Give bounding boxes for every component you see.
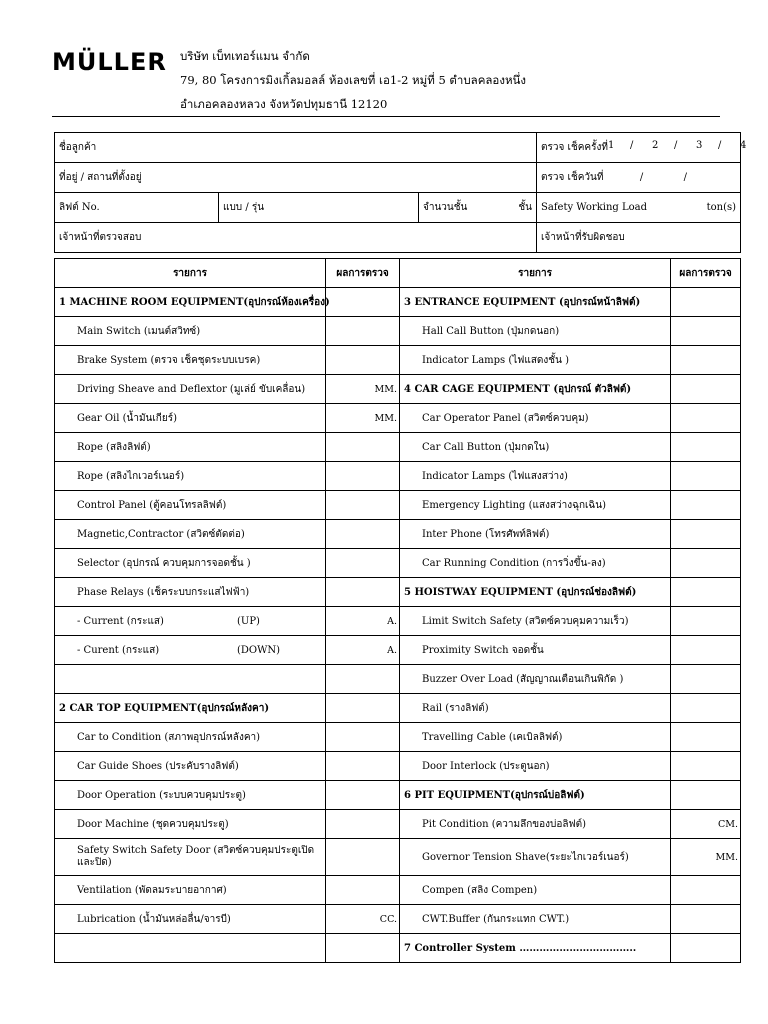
check-count-separator: / <box>717 140 722 151</box>
result-cell[interactable] <box>326 723 400 752</box>
result-cell[interactable] <box>671 491 741 520</box>
result-cell[interactable]: MM. <box>326 375 400 404</box>
checklist-item <box>400 839 671 876</box>
checklist-item <box>55 520 326 549</box>
table-row <box>55 665 741 694</box>
checklist-item <box>55 876 326 905</box>
result-cell[interactable]: CC. <box>326 905 400 934</box>
date-slash: / <box>639 172 644 183</box>
result-cell[interactable] <box>671 433 741 462</box>
checklist-item <box>400 636 671 665</box>
result-cell[interactable] <box>671 549 741 578</box>
table-row <box>55 934 741 963</box>
item-label: - Current (กระแส) <box>77 615 164 627</box>
result-cell[interactable] <box>326 549 400 578</box>
result-cell[interactable] <box>326 876 400 905</box>
checklist-item <box>55 549 326 578</box>
company-address-line2: อำเภอคลองหลวง จังหวัดปทุมธานี 12120 <box>180 97 388 111</box>
check-date-label: ตรวจ เช็ควันที่ <box>541 172 604 183</box>
item-label: Rope (สลิงลิฟต์) <box>77 441 151 453</box>
table-row <box>55 723 741 752</box>
lift-no-field[interactable]: ลิฟต์ No. <box>55 193 219 223</box>
checklist-item <box>400 665 671 694</box>
section-heading <box>400 934 671 963</box>
item-label: Rail (รางลิฟต์) <box>422 702 489 714</box>
table-row <box>55 636 741 665</box>
item-label: Door Operation (ระบบควบคุมประตู) <box>77 789 246 801</box>
model-field[interactable]: แบบ / รุ่น <box>219 193 419 223</box>
result-cell[interactable] <box>326 346 400 375</box>
checklist-item <box>400 607 671 636</box>
result-cell[interactable] <box>326 781 400 810</box>
date-slash: / <box>683 172 687 183</box>
table-row <box>55 462 741 491</box>
result-cell[interactable] <box>671 694 741 723</box>
item-label: Phase Relays (เช็คระบบกระแสไฟฟ้า) <box>77 586 250 598</box>
item-label: - Curent (กระแส) <box>77 644 160 656</box>
result-cell[interactable] <box>671 905 741 934</box>
checklist-item <box>55 607 326 636</box>
table-row <box>55 520 741 549</box>
checklist-item <box>55 433 326 462</box>
result-cell[interactable] <box>671 346 741 375</box>
item-label: Control Panel (ตู้คอนโทรลลิฟต์) <box>77 499 227 511</box>
checklist-item <box>400 752 671 781</box>
item-label: Brake System (ตรวจ เช็คชุดระบบเบรค) <box>77 354 261 366</box>
checklist-item <box>55 578 326 607</box>
item-label: Safety Switch Safety Door (สวิตซ์ควบคุมประตูเปิดและปิด) <box>77 845 315 868</box>
table-row <box>55 694 741 723</box>
swl-field[interactable] <box>537 193 741 223</box>
result-cell[interactable]: A. <box>326 607 400 636</box>
item-label: Main Switch (เมนต์สวิทซ์) <box>77 325 201 337</box>
table-row <box>55 752 741 781</box>
blank-cell <box>55 665 326 694</box>
result-cell[interactable]: CM. <box>671 810 741 839</box>
table-row <box>55 905 741 934</box>
checklist-item <box>55 462 326 491</box>
inspector-field[interactable]: เจ้าหน้าที่ตรวจสอบ <box>55 223 537 253</box>
item-label: Compen (สลิง Compen) <box>422 884 538 896</box>
item-label: Rope (สลิงไกเวอร์เนอร์) <box>77 470 185 482</box>
info-table <box>54 132 747 253</box>
direction-label: (UP) <box>237 615 260 627</box>
check-count-field[interactable] <box>537 133 747 163</box>
checklist-item <box>55 810 326 839</box>
table-row <box>55 404 741 433</box>
items-header-left: รายการ <box>55 259 326 288</box>
checklist-item <box>55 404 326 433</box>
table-row <box>55 317 741 346</box>
result-cell[interactable] <box>671 520 741 549</box>
result-cell[interactable] <box>671 781 741 810</box>
table-row <box>55 578 741 607</box>
result-cell[interactable] <box>326 491 400 520</box>
table-row <box>55 288 741 317</box>
result-cell[interactable] <box>671 317 741 346</box>
check-count-options <box>608 140 762 155</box>
company-address-line1: 79, 80 โครงการมิงเกิ้ลมอลล์ ห้องเลขที่ เอ1-2 หมู่ที่ 5 ตำบลคลองหนึ่ง <box>180 73 527 87</box>
result-cell[interactable] <box>326 752 400 781</box>
result-cell[interactable] <box>326 810 400 839</box>
item-label: 5 HOISTWAY EQUIPMENT (อุปกรณ์ช่องลิฟต์) <box>404 586 637 598</box>
checklist-item <box>400 694 671 723</box>
header-divider <box>52 116 720 117</box>
item-label: Limit Switch Safety (สวิตซ์ควบคุมความเร็ว) <box>422 615 629 627</box>
result-cell[interactable] <box>671 636 741 665</box>
checklist-item <box>55 375 326 404</box>
result-cell[interactable] <box>326 578 400 607</box>
table-row <box>55 876 741 905</box>
direction-label: (DOWN) <box>237 644 281 656</box>
checklist-item <box>400 876 671 905</box>
checklist-item <box>55 723 326 752</box>
item-label: Door Machine (ชุดควบคุมประตู) <box>77 818 229 830</box>
item-label: Proximity Switch จอดชั้น <box>422 644 544 656</box>
checklist-item <box>55 752 326 781</box>
result-cell[interactable] <box>671 375 741 404</box>
table-row <box>55 810 741 839</box>
swl-unit: ton(s) <box>706 202 737 213</box>
blank-cell <box>55 934 326 963</box>
item-label: CWT.Buffer (กันกระแทก CWT.) <box>422 913 570 925</box>
result-cell[interactable] <box>326 839 400 876</box>
floors-label: จำนวนชั้น <box>423 202 468 213</box>
check-count-option[interactable]: 3 <box>695 140 703 151</box>
floors-unit: ชั้น <box>518 202 533 213</box>
checklist-item <box>55 491 326 520</box>
checklist-item <box>400 462 671 491</box>
checklist-item <box>400 520 671 549</box>
company-block <box>180 44 526 116</box>
table-row <box>55 607 741 636</box>
item-label: Hall Call Button (ปุ่มกดนอก) <box>422 325 560 337</box>
item-label: Selector (อุปกรณ์ ควบคุมการจอดชั้น ) <box>77 557 251 569</box>
checklist-item <box>400 905 671 934</box>
item-label: Emergency Lighting (แสงสว่างฉุกเฉิน) <box>422 499 606 511</box>
item-label: Buzzer Over Load (สัญญาณเตือนเกินพิกัด ) <box>422 673 624 685</box>
item-label: Ventilation (พัดลมระบายอากาศ) <box>77 884 227 896</box>
check-date-field[interactable] <box>537 163 741 193</box>
section-heading <box>400 375 671 404</box>
item-label: 1 MACHINE ROOM EQUIPMENT(อุปกรณ์ห้องเครื่อง) <box>59 296 330 308</box>
result-cell[interactable] <box>326 934 400 963</box>
item-label: Car to Condition (สภาพอุปกรณ์หลังคา) <box>77 731 261 743</box>
result-cell[interactable] <box>671 607 741 636</box>
result-header-left: ผลการตรวจ <box>326 259 400 288</box>
table-row <box>55 549 741 578</box>
item-label: Magnetic,Contractor (สวิตซ์ตัดต่อ) <box>77 528 245 540</box>
result-cell[interactable] <box>671 723 741 752</box>
item-label: Inter Phone (โทรศัพท์ลิฟต์) <box>422 528 550 540</box>
item-label: Indicator Lamps (ไฟแสดงชั้น ) <box>422 354 570 366</box>
section-heading <box>400 578 671 607</box>
checklist-item <box>55 839 326 876</box>
result-cell[interactable] <box>326 288 400 317</box>
item-label: Governor Tension Shave(ระยะไกเวอร์เนอร์) <box>422 851 629 863</box>
table-row <box>55 839 741 876</box>
result-cell[interactable]: MM. <box>671 839 741 876</box>
item-label: 2 CAR TOP EQUIPMENT(อุปกรณ์หลังคา) <box>59 702 270 714</box>
result-header-right: ผลการตรวจ <box>671 259 741 288</box>
section-heading <box>400 288 671 317</box>
result-cell[interactable] <box>326 462 400 491</box>
table-row <box>55 375 741 404</box>
checklist-item <box>400 723 671 752</box>
check-count-option[interactable]: 1 <box>607 140 615 151</box>
item-label: 7 Controller System …………………………….. <box>404 942 637 954</box>
item-label: Car Guide Shoes (ประคับรางลิฟต์) <box>77 760 239 772</box>
checklist-item <box>400 549 671 578</box>
result-cell[interactable] <box>671 876 741 905</box>
check-count-separator: / <box>629 140 634 151</box>
table-row <box>55 491 741 520</box>
result-cell[interactable] <box>671 578 741 607</box>
section-heading <box>400 781 671 810</box>
item-label: 3 ENTRANCE EQUIPMENT (อุปกรณ์หน้าลิฟต์) <box>404 296 641 308</box>
result-cell[interactable]: A. <box>326 636 400 665</box>
item-label: Car Running Condition (การวิ่งขึ้น-ลง) <box>422 557 606 569</box>
receiver-field[interactable]: เจ้าหน้าที่รับผิดชอบ <box>537 223 741 253</box>
section-heading <box>55 694 326 723</box>
item-label: Travelling Cable (เคเบิลลิฟต์) <box>422 731 563 743</box>
result-cell[interactable] <box>326 694 400 723</box>
checklist-item <box>55 317 326 346</box>
item-label: 4 CAR CAGE EQUIPMENT (อุปกรณ์ ตัวลิฟต์) <box>404 383 632 395</box>
result-cell[interactable] <box>326 665 400 694</box>
checklist-item <box>55 636 326 665</box>
checklist-item <box>400 317 671 346</box>
check-count-label: ตรวจ เช็คครั้งที่ <box>541 142 608 153</box>
company-logo: MÜLLER <box>52 48 167 76</box>
item-label: Indicator Lamps (ไฟแสงสว่าง) <box>422 470 568 482</box>
result-cell[interactable] <box>671 404 741 433</box>
floors-field[interactable] <box>419 193 537 223</box>
company-name: บริษัท เบ็ทเทอร์แมน จำกัด <box>180 49 310 63</box>
checklist-table <box>54 258 741 963</box>
swl-label: Safety Working Load <box>541 202 647 213</box>
item-label: Pit Condition (ความลึกของบ่อลิฟต์) <box>422 818 586 830</box>
check-count-option[interactable]: 4 <box>739 140 747 151</box>
result-cell[interactable]: MM. <box>326 404 400 433</box>
checklist-item <box>400 404 671 433</box>
table-row <box>55 781 741 810</box>
result-cell[interactable] <box>671 288 741 317</box>
result-cell[interactable] <box>326 520 400 549</box>
checklist-item <box>400 810 671 839</box>
table-row <box>55 346 741 375</box>
result-cell[interactable] <box>326 317 400 346</box>
result-cell[interactable] <box>671 934 741 963</box>
item-label: Gear Oil (น้ำมันเกียร์) <box>77 412 177 424</box>
address-field[interactable]: ที่อยู่ / สถานที่ตั้งอยู่ <box>55 163 537 193</box>
checklist-item <box>400 491 671 520</box>
result-cell[interactable] <box>671 752 741 781</box>
item-label: Door Interlock (ประตูนอก) <box>422 760 550 772</box>
check-count-separator: / <box>673 140 678 151</box>
checklist-item <box>55 905 326 934</box>
item-label: Lubrication (น้ำมันหล่อลื่น/จารบี) <box>77 913 231 925</box>
result-cell[interactable] <box>326 433 400 462</box>
item-label: Driving Sheave and Deflextor (มูเล่ย์ ขับเคลื่อน) <box>77 383 306 395</box>
items-header-right: รายการ <box>400 259 671 288</box>
table-row <box>55 433 741 462</box>
checklist-item <box>55 346 326 375</box>
result-cell[interactable] <box>671 462 741 491</box>
section-heading <box>55 288 330 317</box>
checklist-item <box>400 433 671 462</box>
check-count-option[interactable]: 2 <box>651 140 659 151</box>
result-cell[interactable] <box>671 665 741 694</box>
item-label: Car Call Button (ปุ่มกดใน) <box>422 441 550 453</box>
item-label: Car Operator Panel (สวิตซ์ควบคุม) <box>422 412 589 424</box>
checklist-item <box>400 346 671 375</box>
item-label: 6 PIT EQUIPMENT(อุปกรณ์บ่อลิฟต์) <box>404 789 585 801</box>
checklist-item <box>55 781 326 810</box>
customer-field[interactable]: ชื่อลูกค้า <box>55 133 537 163</box>
